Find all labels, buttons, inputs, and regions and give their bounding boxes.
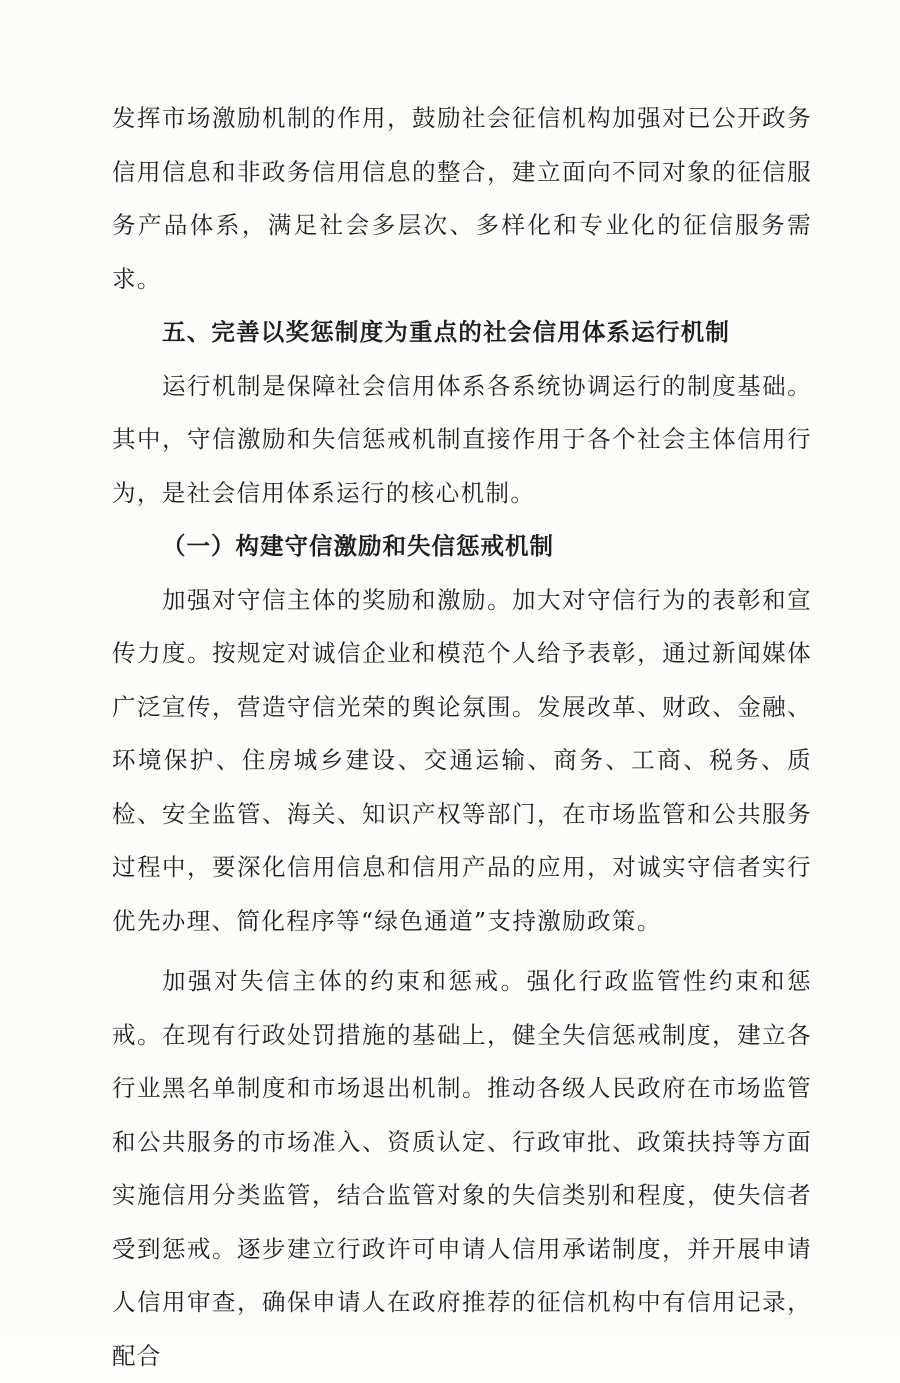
paragraph-market-incentive: 发挥市场激励机制的作用，鼓励社会征信机构加强对已公开政务信用信息和非政务信用信息的整合，建立面向不同对象的征信服务产品体系，满足社会多层次、多样化和专业化的征信服务需求。: [112, 104, 812, 293]
document-body: [112, 92, 812, 1383]
paragraph-dishonesty-punishment: 加强对失信主体的约束和惩戒。强化行政监管性约束和惩戒。在现有行政处罚措施的基础上，健全失信惩戒制度，建立各行业黑名单制度和市场退出机制。推动各级人民政府在市场监管和公共服务的市场准入、资质认定、行政审批、政策扶持等方面实施信用分类监管，结合监管对象的失信类别和程度，使失信者受到惩戒。逐步建立行政许可申请人信用承诺制度，并开展申请人信用审查，确保申请人在政府推荐的征信机构中有信用记录，配合: [112, 967, 812, 1370]
section-heading-5: 五、完善以奖惩制度为重点的社会信用体系运行机制: [162, 318, 731, 346]
paragraph-trust-incentive: 加强对守信主体的奖励和激励。加大对守信行为的表彰和宣传力度。按规定对诚信企业和模范个人给予表彰，通过新闻媒体广泛宣传，营造守信光荣的舆论氛围。发展改革、财政、金融、环境保护、住房城乡建设、交通运输、商务、工商、税务、质检、安全监管、海关、知识产权等部门，在市场监管和公共服务过程中，要深化信用信息和信用产品的应用，对诚实守信者实行优先办理、简化程序等“绿色通道”支持激励政策。: [112, 585, 812, 935]
paragraph-operating-mechanism: 运行机制是保障社会信用体系各系统协调运行的制度基础。其中，守信激励和失信惩戒机制直接作用于各个社会主体信用行为，是社会信用体系运行的核心机制。: [112, 371, 812, 507]
subsection-heading-1: （一）构建守信激励和失信惩戒机制: [162, 532, 554, 560]
